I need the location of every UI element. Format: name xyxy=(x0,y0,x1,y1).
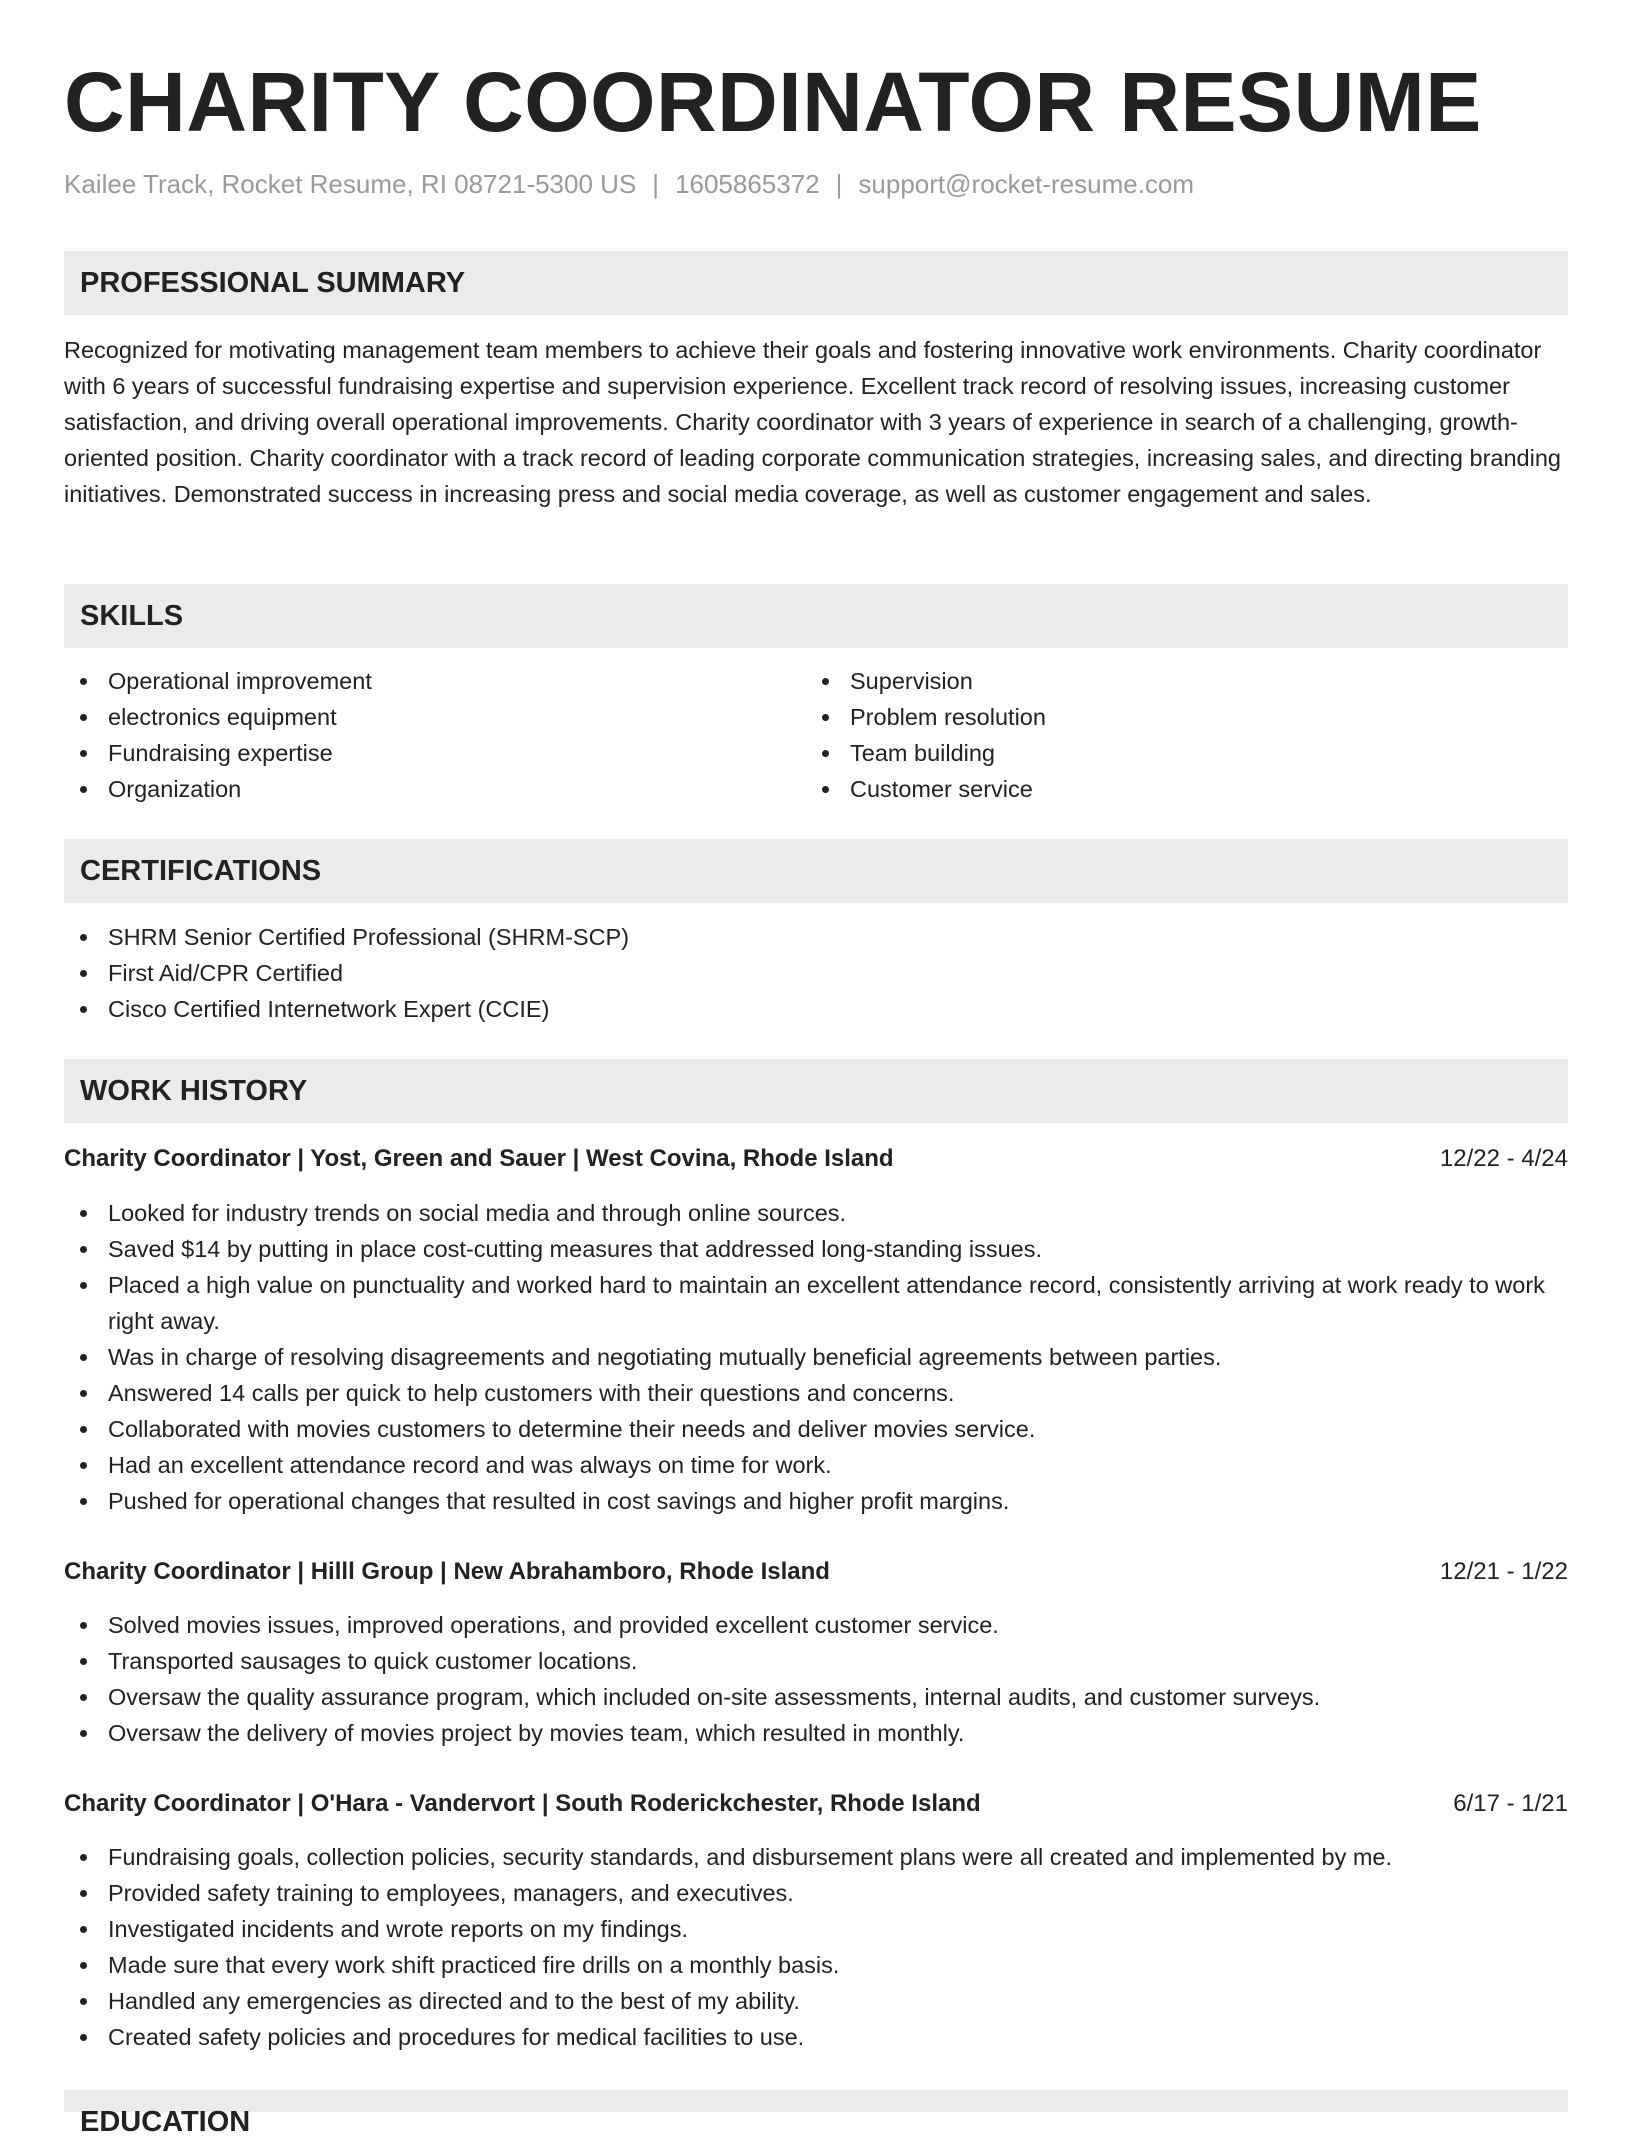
contact-separator: | xyxy=(835,169,843,199)
section-heading-certifications: CERTIFICATIONS xyxy=(64,839,1568,903)
skill-item: Organization xyxy=(64,771,804,807)
job-bullet: Investigated incidents and wrote reports on my findings. xyxy=(64,1911,1568,1947)
job-bullets xyxy=(64,1195,1568,1519)
certification-item: Cisco Certified Internetwork Expert (CCIE) xyxy=(64,991,1568,1027)
job-bullet: Solved movies issues, improved operations, and provided excellent customer service. xyxy=(64,1607,1568,1643)
skill-item: Operational improvement xyxy=(64,663,804,699)
resume-title: CHARITY COORDINATOR RESUME xyxy=(64,55,1482,149)
skills-list-left xyxy=(64,663,804,807)
skill-item: Team building xyxy=(806,735,1546,771)
contact-phone: 1605865372 xyxy=(675,169,820,199)
contact-separator: | xyxy=(652,169,660,199)
certification-item: First Aid/CPR Certified xyxy=(64,955,1568,991)
contact-email[interactable]: support@rocket-resume.com xyxy=(858,169,1195,199)
skill-item: Customer service xyxy=(806,771,1546,807)
job-bullet: Provided safety training to employees, managers, and executives. xyxy=(64,1875,1568,1911)
job-bullet: Placed a high value on punctuality and worked hard to maintain an excellent attendance record, consistently arriving at work ready to work right away. xyxy=(64,1267,1568,1339)
job-header xyxy=(64,1786,1568,1822)
job-header xyxy=(64,1554,1568,1590)
section-heading-summary: PROFESSIONAL SUMMARY xyxy=(64,251,1568,315)
job-bullet: Saved $14 by putting in place cost-cutting measures that addressed long-standing issues. xyxy=(64,1231,1568,1267)
contact-line xyxy=(64,166,1194,202)
job-bullet: Was in charge of resolving disagreements and negotiating mutually beneficial agreements between parties. xyxy=(64,1339,1568,1375)
job-bullet: Made sure that every work shift practiced fire drills on a monthly basis. xyxy=(64,1947,1568,1983)
job-bullet: Oversaw the quality assurance program, which included on-site assessments, internal audits, and customer surveys. xyxy=(64,1679,1568,1715)
job-title: Charity Coordinator | Yost, Green and Sauer | West Covina, Rhode Island xyxy=(64,1145,894,1172)
skills-list-right xyxy=(806,663,1546,807)
section-heading-work-history: WORK HISTORY xyxy=(64,1059,1568,1123)
contact-address: Kailee Track, Rocket Resume, RI 08721-5300 US xyxy=(64,169,637,199)
job-bullet: Answered 14 calls per quick to help customers with their questions and concerns. xyxy=(64,1375,1568,1411)
job-header xyxy=(64,1141,1568,1177)
summary-text: Recognized for motivating management team members to achieve their goals and fostering innovative work environments. Charity coordinator with 6 years of successful fundraising expertise and supervision experience. Excellent track record of resolving issues, increasing customer satisfaction, and driving overall operational improvements. Charity coordinator with 3 years of experience in search of a challenging, growth-oriented position. Charity coordinator with a track record of leading corporate communication strategies, increasing sales, and directing branding initiatives. Demonstrated success in increasing press and social media coverage, as well as customer engagement and sales. xyxy=(64,337,1561,507)
job-dates: 6/17 - 1/21 xyxy=(1453,1790,1568,1817)
job-bullet: Looked for industry trends on social media and through online sources. xyxy=(64,1195,1568,1231)
job-bullet: Transported sausages to quick customer locations. xyxy=(64,1643,1568,1679)
job-bullets xyxy=(64,1839,1568,2055)
section-heading-education: EDUCATION xyxy=(64,2090,1568,2112)
job-bullet: Collaborated with movies customers to determine their needs and deliver movies service. xyxy=(64,1411,1568,1447)
job-title: Charity Coordinator | O'Hara - Vandervort | South Roderickchester, Rhode Island xyxy=(64,1790,981,1817)
job-dates: 12/21 - 1/22 xyxy=(1439,1558,1568,1585)
job-bullets xyxy=(64,1607,1568,1751)
certifications-list xyxy=(64,919,1568,1027)
job-bullet: Handled any emergencies as directed and to the best of my ability. xyxy=(64,1983,1568,2019)
skill-item: Problem resolution xyxy=(806,699,1546,735)
job-dates: 12/22 - 4/24 xyxy=(1439,1145,1568,1172)
certification-item: SHRM Senior Certified Professional (SHRM-SCP) xyxy=(64,919,1568,955)
skill-item: electronics equipment xyxy=(64,699,804,735)
job-bullet: Pushed for operational changes that resulted in cost savings and higher profit margins. xyxy=(64,1483,1568,1519)
job-title: Charity Coordinator | Hilll Group | New Abrahamboro, Rhode Island xyxy=(64,1558,830,1585)
job-bullet: Created safety policies and procedures for medical facilities to use. xyxy=(64,2019,1568,2055)
section-heading-skills: SKILLS xyxy=(64,584,1568,648)
skill-item: Fundraising expertise xyxy=(64,735,804,771)
skill-item: Supervision xyxy=(806,663,1546,699)
job-bullet: Had an excellent attendance record and was always on time for work. xyxy=(64,1447,1568,1483)
job-bullet: Fundraising goals, collection policies, security standards, and disbursement plans were all created and implemented by me. xyxy=(64,1839,1568,1875)
job-bullet: Oversaw the delivery of movies project by movies team, which resulted in monthly. xyxy=(64,1715,1568,1751)
